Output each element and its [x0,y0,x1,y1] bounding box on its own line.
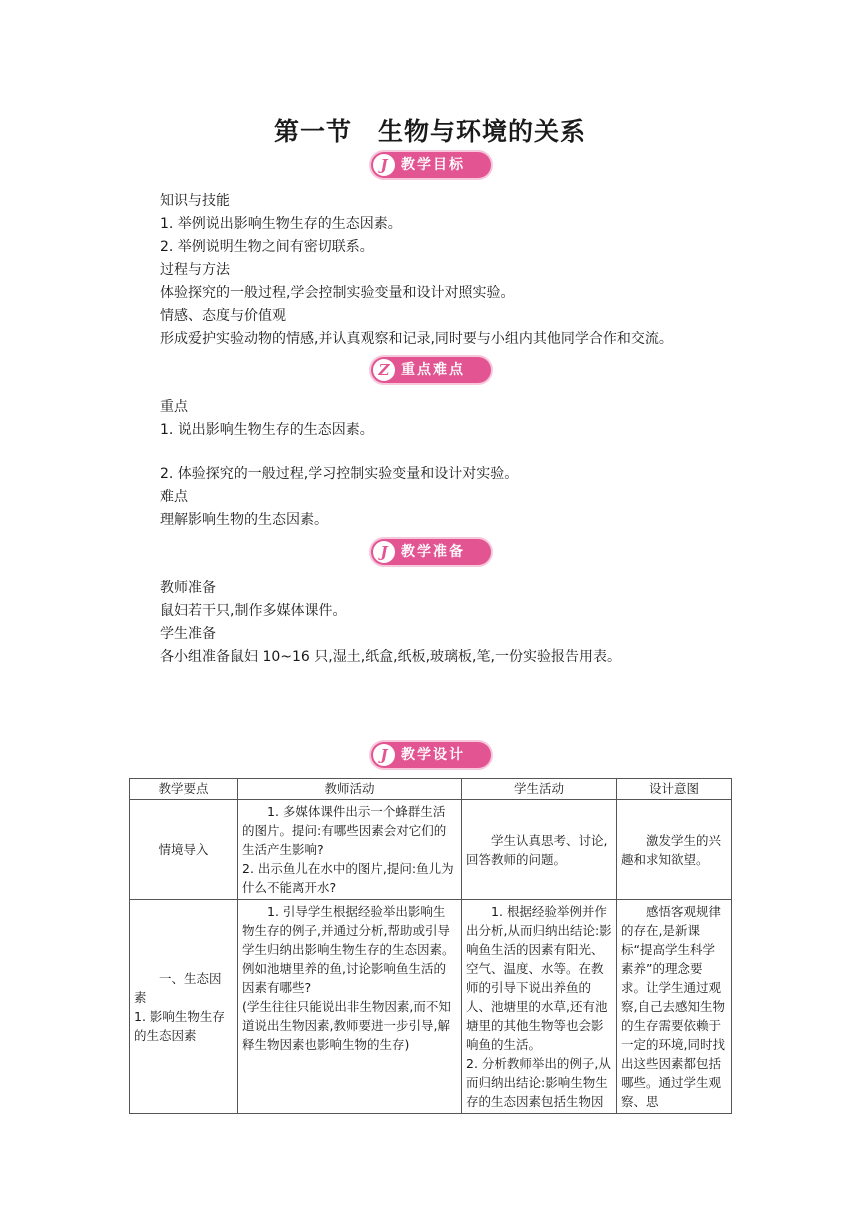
section-letter-icon: Z [373,359,395,381]
cell-paragraph: 一、生态因素 [134,970,222,1005]
cell-paragraph: 激发学生的兴趣和求知欲望。 [621,832,722,867]
table-cell-student [462,900,617,1114]
section-badge-design [371,742,491,768]
section-letter-icon: J [373,744,395,766]
objectives-line: 1. 举例说出影响生物生存的生态因素。 [160,216,402,232]
key-line: 1. 说出影响生物生存的生态因素。 [160,422,374,438]
prep-line: 教师准备 [160,580,216,596]
section-badge-key-points [371,357,491,383]
table-header-cell: 教师活动 [238,779,462,800]
prep-line: 学生准备 [160,626,216,642]
table-cell-teacher [238,900,462,1114]
objectives-line: 形成爱护实验动物的情感,并认真观察和记录,同时要与小组内其他同学合作和交流。 [160,331,673,347]
section-badge-objectives [371,152,491,178]
teaching-design-table [129,778,732,1114]
section-letter-icon: J [373,154,395,176]
table-cell-student [462,800,617,900]
cell-paragraph: 1. 根据经验举例并作出分析,从而归纳出结论:影响鱼生活的因素有阳光、空气、温度、水等。在教师的引导下说出养鱼的人、池塘里的水草,还有池塘里的其他生物等也会影响鱼的生活。 [466,904,612,1052]
key-line: 难点 [160,489,188,505]
table-cell-intent [617,900,732,1114]
section-badge-label: 教学目标 [401,157,465,173]
table-row [130,800,732,900]
cell-paragraph: 1. 影响生物生存的生态因素 [134,1008,225,1043]
table-cell-point [130,900,238,1114]
objectives-line: 体验探究的一般过程,学会控制实验变量和设计对照实验。 [160,285,515,301]
key-line: 理解影响生物的生态因素。 [160,512,328,528]
cell-paragraph: 1. 引导学生根据经验举出影响生物生存的例子,并通过分析,帮助或引导学生归纳出影响生物生存的生态因素。例如池塘里养的鱼,讨论影响鱼生活的因素有哪些? [242,904,455,995]
table-cell-intent [617,800,732,900]
table-cell-point: 情境导入 [130,800,238,900]
cell-paragraph: (学生往往只能说出非生物因素,而不知道说出生物因素,教师要进一步引导,解释生物因素也影响生物的生存) [242,999,451,1052]
cell-paragraph: 学生认真思考、讨论,回答教师的问题。 [466,832,608,867]
table-header-cell: 设计意图 [617,779,732,800]
key-line: 2. 体验探究的一般过程,学习控制实验变量和设计对实验。 [160,466,519,482]
table-row [130,900,732,1114]
cell-paragraph: 1. 多媒体课件出示一个蜂群生活的图片。提问:有哪些因素会对它们的生活产生影响? [242,804,447,857]
table-cell-teacher [238,800,462,900]
key-line: 重点 [160,399,188,415]
objectives-line: 过程与方法 [160,262,230,278]
table-header-row [130,779,732,800]
cell-paragraph: 2. 分析教师举出的例子,从而归纳出结论:影响生物生存的生态因素包括生物因 [466,1056,611,1109]
page-title: 第一节 生物与环境的关系 [273,117,586,146]
section-badge-label: 教学准备 [401,544,465,560]
prep-line: 各小组准备鼠妇 10~16 只,湿土,纸盒,纸板,玻璃板,笔,一份实验报告用表。 [160,649,621,665]
section-letter-icon: J [373,541,395,563]
table-header-cell: 教学要点 [130,779,238,800]
cell-paragraph: 感悟客观规律的存在,是新课标“提高学生科学素养”的理念要求。让学生通过观察,自己去感知生物的生存需要依赖于一定的环境,同时找出这些因素都包括哪些。通过学生观察、思 [621,904,725,1109]
objectives-line: 2. 举例说明生物之间有密切联系。 [160,239,374,255]
objectives-line: 知识与技能 [160,193,230,209]
section-badge-label: 重点难点 [401,362,465,378]
section-badge-preparation [371,539,491,565]
prep-line: 鼠妇若干只,制作多媒体课件。 [160,603,347,619]
table-header-cell: 学生活动 [462,779,617,800]
cell-paragraph: 2. 出示鱼儿在水中的图片,提问:鱼儿为什么不能离开水? [242,861,454,895]
section-badge-label: 教学设计 [401,747,465,763]
objectives-line: 情感、态度与价值观 [160,308,286,324]
